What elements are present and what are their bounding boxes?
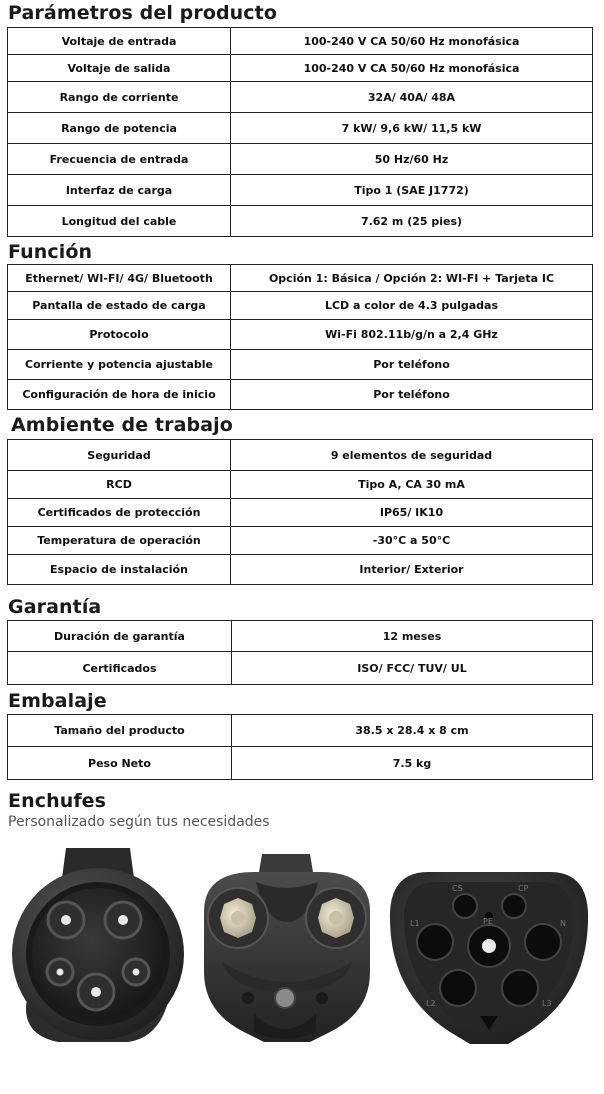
spec-table-garantia: [7, 620, 593, 685]
row-value: 100-240 V CA 50/60 Hz monofásica: [231, 28, 593, 55]
row-value: 9 elementos de seguridad: [231, 440, 593, 471]
row-label: Certificados de protección: [8, 499, 231, 527]
table-row: [8, 55, 593, 82]
pin-label-pe: PE: [483, 917, 493, 926]
row-label: Espacio de instalación: [8, 555, 231, 585]
table-row: [8, 555, 593, 585]
row-value: 32A/ 40A/ 48A: [231, 82, 593, 113]
row-value: Opción 1: Básica / Opción 2: WI-FI + Tarjeta IC: [231, 265, 593, 292]
row-value: 100-240 V CA 50/60 Hz monofásica: [231, 55, 593, 82]
row-value: Wi-Fi 802.11b/g/n a 2,4 GHz: [231, 320, 593, 350]
section-title-enchufes: Enchufes: [8, 790, 107, 812]
section-subtitle-enchufes: Personalizado según tus necesidades: [8, 814, 270, 830]
row-label: Configuración de hora de inicio: [8, 380, 231, 410]
table-row: [8, 350, 593, 380]
row-label: Longitud del cable: [8, 206, 231, 237]
section-title-embalaje: Embalaje: [8, 690, 107, 712]
section-title-funcion: Función: [8, 241, 93, 263]
row-label: Rango de corriente: [8, 82, 231, 113]
table-row: [8, 144, 593, 175]
row-label: RCD: [8, 471, 231, 499]
spec-table-embalaje: [7, 714, 593, 780]
table-row: [8, 747, 593, 780]
row-value: Tipo 1 (SAE J1772): [231, 175, 593, 206]
spec-table-funcion: [7, 264, 593, 410]
table-row: [8, 82, 593, 113]
row-value: Por teléfono: [231, 350, 593, 380]
row-label: Certificados: [8, 652, 232, 685]
table-row: [8, 621, 593, 652]
table-row: [8, 652, 593, 685]
section-title-ambiente: Ambiente de trabajo: [11, 414, 233, 436]
pin-label-cp: CP: [518, 884, 529, 893]
row-label: Rango de potencia: [8, 113, 231, 144]
table-row: [8, 440, 593, 471]
table-row: [8, 527, 593, 555]
table-row: [8, 471, 593, 499]
row-label: Tamaño del producto: [8, 715, 232, 747]
row-value: LCD a color de 4.3 pulgadas: [231, 292, 593, 320]
table-row: [8, 380, 593, 410]
spec-table-parametros: [7, 27, 593, 237]
spec-table-ambiente: [7, 439, 593, 585]
row-value: -30°C a 50°C: [231, 527, 593, 555]
type2-connector-icon: [388, 866, 590, 1052]
table-row: [8, 206, 593, 237]
row-value: ISO/ FCC/ TUV/ UL: [232, 652, 593, 685]
row-label: Interfaz de carga: [8, 175, 231, 206]
row-value: 12 meses: [232, 621, 593, 652]
section-title-garantia: Garantía: [8, 596, 102, 618]
row-label: Duración de garantía: [8, 621, 232, 652]
table-row: [8, 113, 593, 144]
table-row: [8, 499, 593, 527]
row-value: Tipo A, CA 30 mA: [231, 471, 593, 499]
pin-label-l3: L3: [542, 999, 552, 1008]
table-row: [8, 28, 593, 55]
type1-connector-icon: [8, 844, 192, 1049]
row-label: Voltaje de entrada: [8, 28, 231, 55]
row-label: Corriente y potencia ajustable: [8, 350, 231, 380]
table-row: [8, 265, 593, 292]
row-value: 38.5 x 28.4 x 8 cm: [232, 715, 593, 747]
table-row: [8, 715, 593, 747]
row-label: Voltaje de salida: [8, 55, 231, 82]
row-value: 7.62 m (25 pies): [231, 206, 593, 237]
pin-label-cs: CS: [452, 884, 463, 893]
table-row: [8, 292, 593, 320]
table-row: [8, 320, 593, 350]
row-value: 50 Hz/60 Hz: [231, 144, 593, 175]
row-label: Ethernet/ WI-FI/ 4G/ Bluetooth: [8, 265, 231, 292]
row-value: 7 kW/ 9,6 kW/ 11,5 kW: [231, 113, 593, 144]
row-label: Seguridad: [8, 440, 231, 471]
row-value: Por teléfono: [231, 380, 593, 410]
row-label: Frecuencia de entrada: [8, 144, 231, 175]
table-row: [8, 175, 593, 206]
row-label: Temperatura de operación: [8, 527, 231, 555]
row-value: IP65/ IK10: [231, 499, 593, 527]
chademo-connector-icon: [194, 852, 380, 1050]
section-title-parametros: Parámetros del producto: [8, 2, 278, 24]
row-value: Interior/ Exterior: [231, 555, 593, 585]
pin-label-n: N: [560, 919, 566, 928]
row-label: Protocolo: [8, 320, 231, 350]
row-label: Pantalla de estado de carga: [8, 292, 231, 320]
pin-label-l1: L1: [410, 919, 420, 928]
pin-label-l2: L2: [426, 999, 436, 1008]
row-label: Peso Neto: [8, 747, 232, 780]
row-value: 7.5 kg: [232, 747, 593, 780]
